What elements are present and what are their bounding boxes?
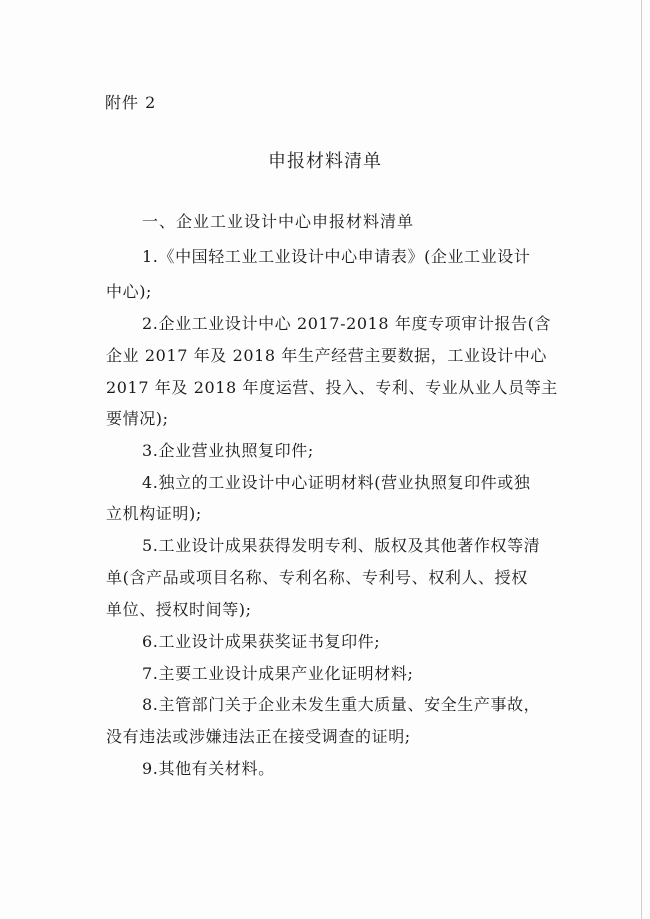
item-1-line-2: 中心); [106, 282, 153, 301]
item-2-line-4: 要情况); [106, 409, 169, 428]
item-6-line-1: 6.工业设计成果获奖证书复印件; [142, 632, 381, 651]
item-8-line-1: 8.主管部门关于企业未发生重大质量、安全生产事故， [142, 695, 541, 714]
section-heading: 一、企业工业设计中心申报材料清单 [142, 212, 415, 231]
item-8-line-2: 没有违法或涉嫌违法正在接受调查的证明; [106, 727, 411, 746]
item-1-line-1: 1.《中国轻工业工业设计中心申请表》(企业工业设计 [142, 247, 531, 266]
attachment-label: 附件 2 [105, 93, 157, 112]
document-title: 申报材料清单 [268, 151, 382, 172]
item-4-line-1: 4.独立的工业设计中心证明材料(营业执照复印件或独 [142, 473, 531, 492]
item-2-line-1: 2.企业工业设计中心 2017-2018 年度专项审计报告(含 [142, 314, 552, 333]
item-4-line-2: 立机构证明); [106, 504, 202, 523]
item-7-line-1: 7.主要工业设计成果产业化证明材料; [142, 664, 414, 683]
item-2-line-2: 企业 2017 年及 2018 年生产经营主要数据，工业设计中心 [106, 346, 547, 365]
item-5-line-1: 5.工业设计成果获得发明专利、版权及其他著作权等清 [142, 536, 541, 555]
item-2-line-3: 2017 年及 2018 年度运营、投入、专利、专业从业人员等主 [106, 378, 558, 397]
item-3-line-1: 3.企业营业执照复印件; [142, 441, 314, 460]
item-5-line-2: 单(含产品或项目名称、专利名称、专利号、权利人、授权 [106, 568, 528, 587]
item-9-line-1: 9.其他有关材料。 [142, 759, 275, 778]
scan-edge [641, 0, 642, 919]
item-5-line-3: 单位、授权时间等); [106, 600, 252, 619]
